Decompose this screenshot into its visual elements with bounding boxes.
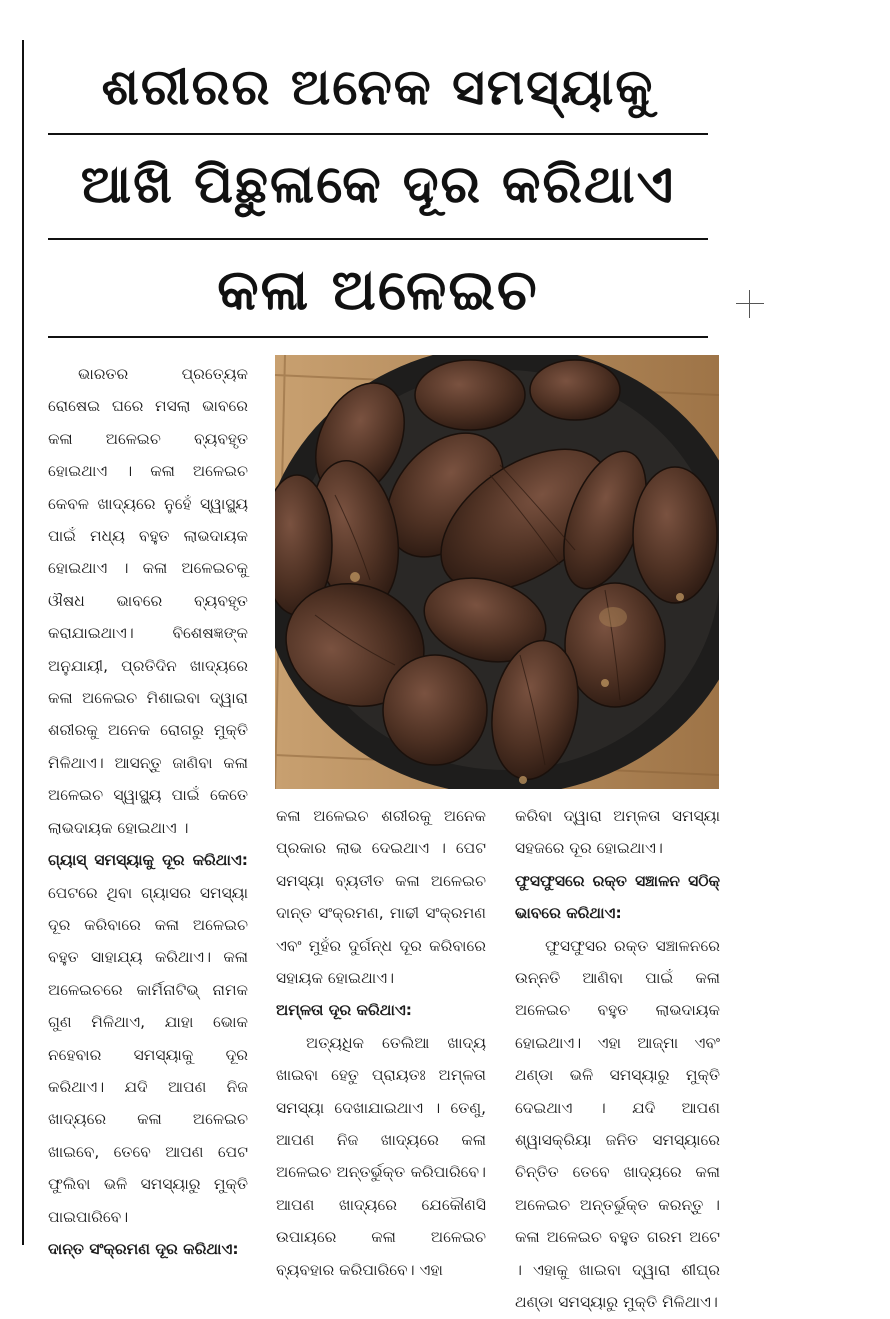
left-margin-rule (22, 40, 24, 1245)
article-column-3 (515, 800, 720, 1319)
gas-paragraph: ପେଟରେ ଥିବା ଗ୍ୟାସର ସମସ୍ୟା ଦୂର କରିବାରେ କଳା ଅଳେଇଚ ବହୁତ ସାହାଯ୍ୟ କରିଥାଏ। କଳା ଅଳେଇଚରେ କାର୍ମିନାଟିଭ୍ ନାମକ ଗୁଣ ମିଳିଥାଏ, ଯାହା ଭୋକ ନହେବାର ସମସ୍ୟାକୁ ଦୂର କରିଥାଏ। ଯଦି ଆପଣ ନିଜ ଖାଦ୍ୟରେ କଳା ଅଳେଇଚ ଖାଇବେ, ତେବେ ଆପଣ ପେଟ ଫୁଲିବା ଭଳି ସମସ୍ୟାରୁ ମୁକ୍ତି ପାଇପାରିବେ। (48, 883, 248, 1226)
article-column-2 (276, 800, 486, 1286)
intro-paragraph: ଭାରତର ପ୍ରତ୍ୟେକ ରୋଷେଇ ଘରେ ମସଲା ଭାବରେ କଳା ଅଳେଇଚ ବ୍ୟବହୃତ ହୋଇଥାଏ । କଳା ଅଳେଇଚ କେବଳ ଖାଦ୍ୟରେ ନୁହେଁ ସ୍ୱାସ୍ଥ୍ୟ ପାଇଁ ମଧ୍ୟ ବହୁତ ଲାଭଦାୟକ ହୋଇଥାଏ । କଳା ଅଳେଇଚକୁ ଔଷଧ ଭାବରେ ବ୍ୟବହୃତ କରାଯାଇଥାଏ। ବିଶେଷଜ୍ଞଙ୍କ ଅନୁଯାୟୀ, ପ୍ରତିଦିନ ଖାଦ୍ୟରେ କଳା ଅଳେଇଚ ମିଶାଇବା ଦ୍ୱାରା ଶରୀରକୁ ଅନେକ ରୋଗରୁ ମୁକ୍ତି ମିଳିଥାଏ। ଆସନ୍ତୁ ଜାଣିବା କଳା ଅଳେଇଚ ସ୍ୱାସ୍ଥ୍ୟ ପାଇଁ କେତେ ଲାଭଦାୟକ ହୋଇଥାଏ । (48, 365, 248, 837)
lung-subheading: ଫୁସଫୁସରେ ରକ୍ତ ସଞ୍ଚାଳନ ସଠିକ୍ ଭାବରେ କରିଥାଏ: (515, 871, 720, 923)
article-column-1 (48, 358, 248, 1265)
headline-line-1: ଶରୀରର ଅନେକ ସମସ୍ୟାକୁ (101, 58, 655, 116)
headline-divider (48, 336, 708, 338)
headline-divider (48, 133, 708, 135)
headline-line-2: ଆଖି ପିଛୁଳାକେ ଦୂର କରିଥାଏ (80, 155, 676, 215)
crosshair-icon (736, 290, 764, 318)
gas-section (48, 844, 248, 1233)
acidity-paragraph: ଅତ୍ୟଧିକ ତେଲିଆ ଖାଦ୍ୟ ଖାଇବା ହେତୁ ପ୍ରାୟତଃ ଅମ୍ଳତା ସମସ୍ୟା ଦେଖାଯାଇଥାଏ । ତେଣୁ, ଆପଣ ନିଜ ଖାଦ୍ୟରେ କଳା ଅଳେଇଚ ଅନ୍ତର୍ଭୁକ୍ତ କରିପାରିବେ। ଆପଣ ଖାଦ୍ୟରେ ଯେକୌଣସି ଉପାୟରେ କଳା ଅଳେଇଚ ବ୍ୟବହାର କରିପାରିବେ। ଏହା (276, 1033, 486, 1279)
lung-paragraph: ଫୁସଫୁସର ରକ୍ତ ସଞ୍ଚାଳନରେ ଉନ୍ନତି ଆଣିବା ପାଇଁ କଳା ଅଳେଇଚ ବହୁତ ଲାଭଦାୟକ ହୋଇଥାଏ। ଏହା ଆଜ୍ମା ଏବଂ ଥଣ୍ଡା ଭଳି ସମସ୍ୟାରୁ ମୁକ୍ତି ଦେଇଥାଏ । ଯଦି ଆପଣ ଶ୍ୱାସକ୍ରିୟା ଜନିତ ସମସ୍ୟାରେ ଚିନ୍ତିତ ତେବେ ଖାଦ୍ୟରେ କଳା ଅଳେଇଚ ଅନ୍ତର୍ଭୁକ୍ତ କରନ୍ତୁ । କଳା ଅଳେଇଚ ବହୁତ ଗରମ ଅଟେ । ଏହାକୁ ଖାଇବା ଦ୍ୱାରା ଶୀଘ୍ର ଥଣ୍ଡା ସମସ୍ୟାରୁ ମୁକ୍ତି ମିଳିଥାଏ। (515, 936, 720, 1312)
headline-line-3: କଳା ଅଳେଇଚ (217, 258, 539, 323)
acidity-paragraph-continued: କରିବା ଦ୍ୱାରା ଅମ୍ଳତା ସମସ୍ୟା ସହଜରେ ଦୂର ହୋଇଥାଏ। (515, 807, 720, 858)
gas-subheading: ଗ୍ୟାସ୍ ସମସ୍ୟାକୁ ଦୂର କରିଥାଏ: (48, 851, 248, 870)
dental-paragraph: କଳା ଅଳେଇଚ ଶରୀରକୁ ଅନେକ ପ୍ରକାର ଲାଭ ଦେଇଥାଏ । ପେଟ ସମସ୍ୟା ବ୍ୟତୀତ କଳା ଅଳେଇଚ ଦାନ୍ତ ସଂକ୍ରମଣ, ମାଢୀ ସଂକ୍ରମଣ ଏବଂ ମୁହଁର ଦୁର୍ଗନ୍ଧ ଦୂର କରିବାରେ ସହାୟକ ହୋଇଥାଏ। (276, 807, 486, 988)
black-cardamom-photo (275, 355, 719, 789)
acidity-subheading: ଅମ୍ଳତା ଦୂର କରିଥାଏ: (276, 1001, 412, 1020)
headline-divider (48, 238, 708, 240)
dental-subheading: ଦାନ୍ତ ସଂକ୍ରମଣ ଦୂର କରିଥାଏ: (48, 1239, 239, 1258)
